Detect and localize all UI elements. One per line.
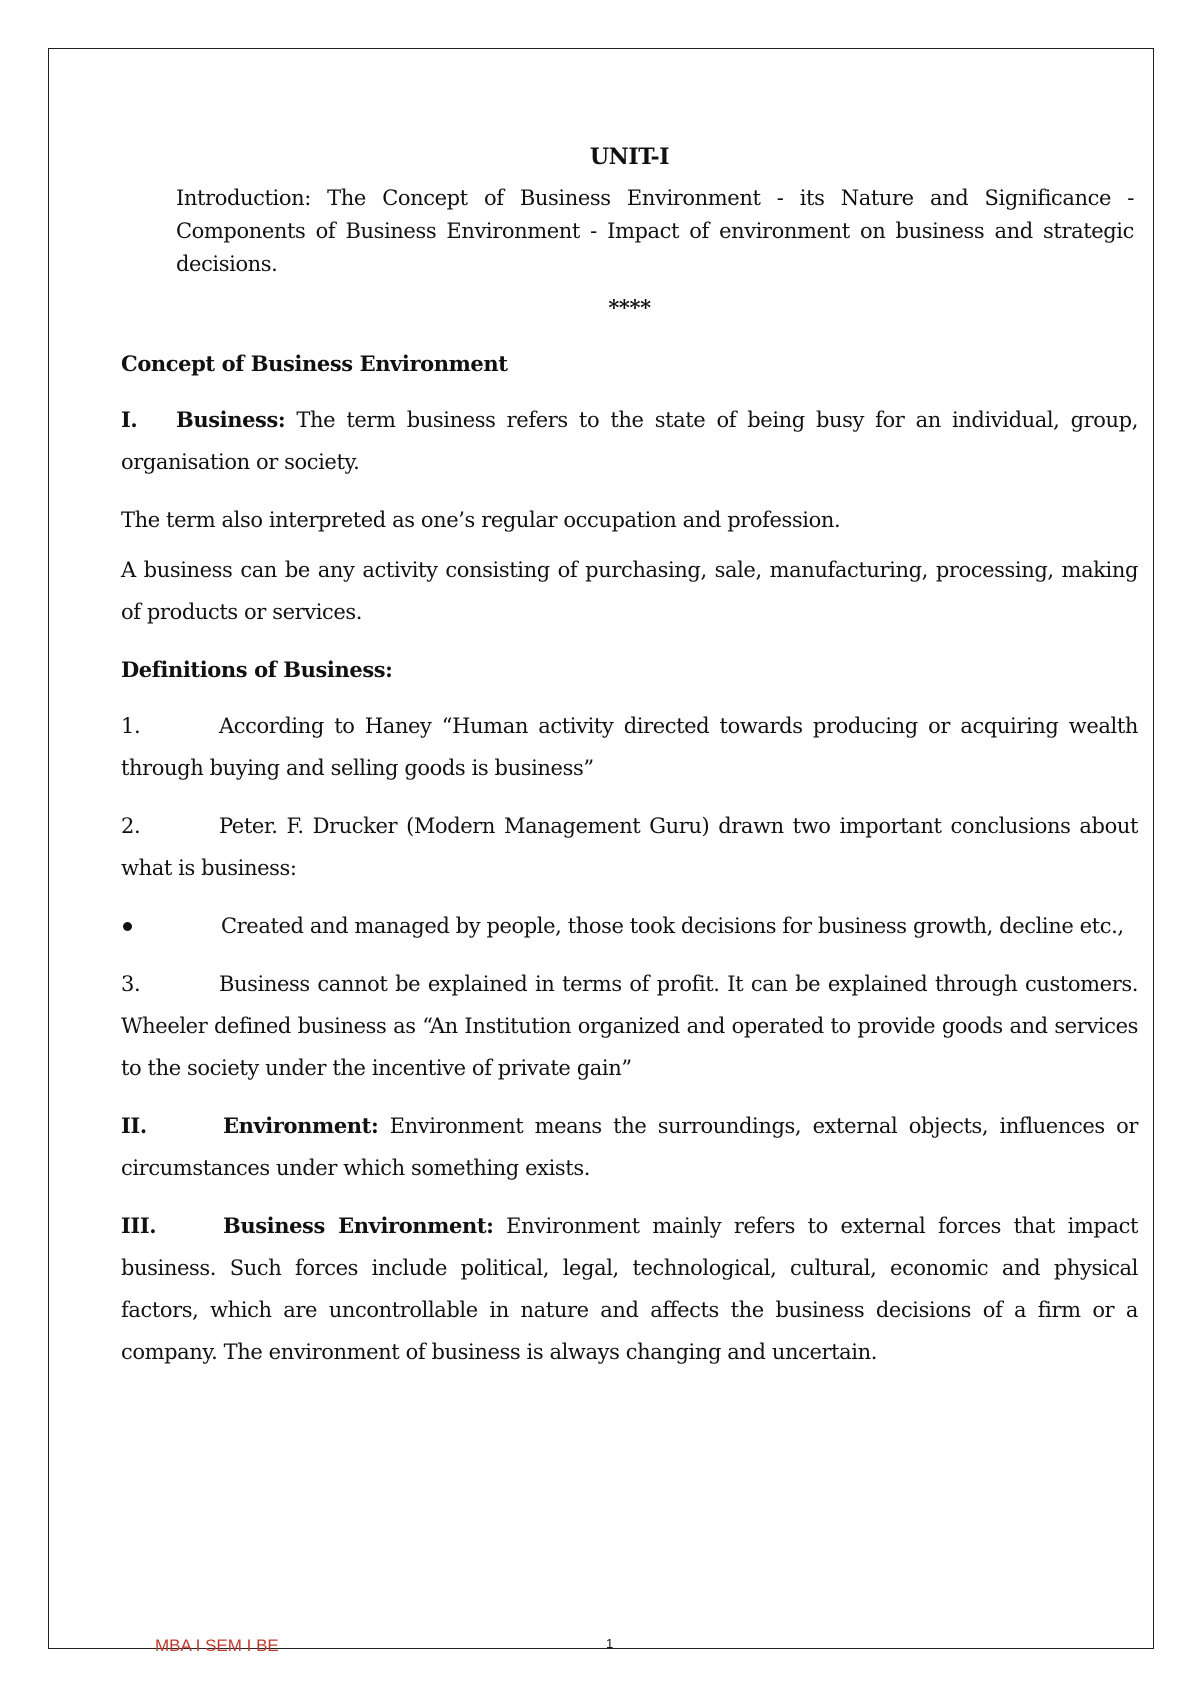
definition-number: 3. — [121, 972, 141, 996]
definition-number: 1. — [121, 714, 141, 738]
environment-text: Environment means the surroundings, external objects, influences or circumstances under which something exists. — [121, 1114, 1138, 1180]
definition-item — [121, 705, 1138, 789]
definition-number: 2. — [121, 814, 141, 838]
business-text: The term business refers to the state of being busy for an individual, group, organisation or society. — [121, 408, 1138, 474]
unit-intro: Introduction: The Concept of Business Environment - its Nature and Significance -Components of Business Environment - Impact of environment on business and strategic decisions. — [176, 186, 1134, 276]
business-environment-text: Environment mainly refers to external forces that impact business. Such forces include political, legal, technological, cultural, economic and physical factors, which are uncontrollable in nature and affects the business decisions of a firm or a company. The environment of business is always changing and uncertain. — [121, 1214, 1138, 1364]
bullet-text: Created and managed by people, those took decisions for business growth, decline etc., — [221, 914, 1124, 938]
definitions-heading: Definitions of Business: — [121, 657, 393, 682]
definition-item — [121, 805, 1138, 889]
bullet-item — [121, 905, 1138, 947]
business-environment-term: Business Environment: — [223, 1213, 494, 1238]
business-environment-numeral: III. — [121, 1213, 157, 1238]
environment-term: Environment: — [223, 1113, 379, 1138]
para-interpreted: The term also interpreted as one’s regular occupation and profession. — [121, 508, 841, 532]
definition-text: Peter. F. Drucker (Modern Management Guru) drawn two important conclusions about what is business: — [121, 814, 1138, 880]
definition-text: According to Haney “Human activity directed towards producing or acquiring wealth through buying and selling goods is business” — [121, 714, 1138, 780]
page-number: 1 — [606, 1636, 614, 1651]
environment-definition — [121, 1105, 1138, 1189]
footer-course-label: MBA I SEM I BE — [155, 1636, 279, 1655]
para-activity: A business can be any activity consisting of purchasing, sale, manufacturing, processing, making of products or services. — [121, 558, 1138, 624]
unit-title: UNIT-I — [589, 144, 670, 170]
business-environment-definition — [121, 1205, 1138, 1373]
section-heading: Concept of Business Environment — [121, 351, 508, 376]
bullet-icon — [123, 922, 132, 931]
business-definition — [121, 399, 1138, 483]
environment-numeral: II. — [121, 1113, 147, 1138]
definition-item — [121, 963, 1138, 1089]
separator: **** — [608, 295, 651, 320]
business-numeral: I. — [121, 407, 138, 432]
business-term: Business: — [176, 407, 286, 432]
document-body — [121, 140, 1138, 1389]
definition-text: Business cannot be explained in terms of profit. It can be explained through customers. Wheeler defined business as “An Institution organized and operated to provide goods and services to the society under the incentive of private gain” — [121, 972, 1138, 1080]
